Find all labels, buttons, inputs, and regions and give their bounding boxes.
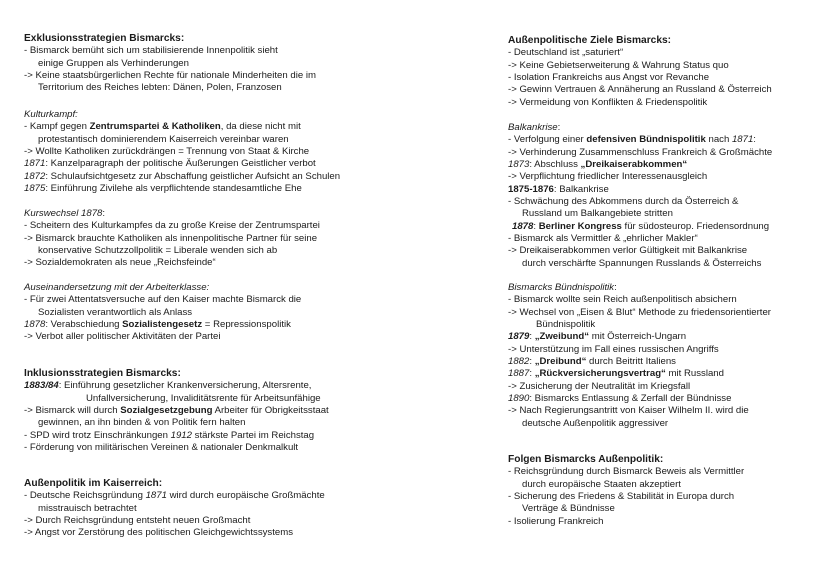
text-line: [24, 405, 404, 417]
text-run: :: [753, 134, 756, 146]
text-line: Unfallversicherung, Invaliditätsrente für Arbeitsunfähige: [86, 392, 321, 404]
text-line: -> Angst vor Zerstörung des politischen Gleichgewichtssystems: [24, 527, 294, 539]
text-run: : Kanzelparagraph der politische Äußerungen Geistlicher verbot: [45, 158, 316, 170]
text-line: einige Gruppen als Verhinderungen: [38, 57, 189, 69]
section-aussenpolitische-ziele: [508, 35, 824, 109]
year: 1871: [731, 134, 754, 146]
text-line: - Bismarck bemüht sich um stabilisierende Innenpolitik sieht: [24, 45, 278, 57]
text-run: : Balkankrise: [553, 183, 609, 195]
text-line: -> Durch Reichsgründung entsteht neuen Großmacht: [24, 515, 251, 527]
text-run: :: [529, 368, 535, 380]
bold-term: „Zweibund“: [534, 331, 590, 343]
text-line: -> Vermeidung von Konflikten & Friedenspolitik: [508, 96, 708, 108]
year: 1879: [508, 331, 530, 343]
text-line: [24, 158, 404, 170]
text-line: [24, 380, 404, 392]
year: 1871: [145, 490, 167, 502]
section-folgen: [508, 454, 824, 528]
text-run: : Einführung Zivilehe als verpflichtende standesamtliche Ehe: [45, 183, 302, 195]
bold-term: „Rückversicherungsvertrag“: [534, 368, 666, 380]
text-line: -> Nach Regierungsantritt von Kaiser Wilhelm II. wird die: [508, 405, 749, 417]
text-line: -> Gewinn Vertrauen & Annäherung an Russland & Österreich: [508, 84, 772, 96]
section-exklusionsstrategien: [24, 33, 404, 95]
text-line: Bündnispolitik: [536, 319, 596, 331]
year: 1878: [24, 319, 46, 331]
text-line: -> Verhinderung Zusammenschluss Frankreich & Großmächte: [508, 146, 773, 158]
text-line: Verträge & Bündnisse: [522, 503, 615, 515]
text-run: durch Beitritt Italiens: [586, 356, 676, 368]
section-heading: [24, 208, 404, 220]
text-run: :: [529, 331, 535, 343]
text-line: [24, 121, 404, 133]
text-run: wird durch europäische Großmächte: [166, 490, 325, 502]
text-line: [508, 393, 824, 405]
section-heading: Außenpolitische Ziele Bismarcks:: [508, 35, 672, 46]
text-line: deutsche Außenpolitik aggressiver: [522, 417, 669, 429]
text-line: - Isolierung Frankreich: [508, 515, 604, 527]
section-heading: Außenpolitik im Kaiserreich:: [24, 478, 163, 489]
text-run: -> Bismarck will durch: [24, 405, 121, 417]
heading-text: Balkankrise: [508, 122, 558, 133]
text-run: : Schulaufsichtgesetz zur Abschaffung geistlicher Aufsicht an Schulen: [45, 170, 341, 182]
text-line: durch verschärfte Spannungen Russlands & Österreichs: [522, 257, 762, 269]
bold-term: Sozialgesetzgebung: [120, 405, 213, 417]
text-line: - Bismarck wollte sein Reich außenpolitisch absichern: [508, 294, 737, 306]
text-run: nach: [705, 134, 732, 146]
text-line: konservative Schutzzollpolitik = Liberale wenden sich ab: [38, 245, 278, 257]
year: 1890: [508, 393, 530, 405]
bold-term: „Dreikaiserabkommen“: [580, 159, 688, 171]
text-run: mit Russland: [665, 368, 724, 380]
section-arbeiterklasse: [24, 282, 404, 344]
section-heading: Inklusionsstrategien Bismarcks:: [24, 368, 181, 379]
section-heading: Exklusionsstrategien Bismarcks:: [24, 33, 185, 44]
heading-colon: :: [557, 122, 561, 133]
text-line: -> Sozialdemokraten als neue „Reichsfeinde“: [24, 257, 216, 269]
section-heading: Folgen Bismarcks Außenpolitik:: [508, 454, 664, 465]
text-line: -> Dreikaiserabkommen verlor Gültigkeit mit Balkankrise: [508, 245, 748, 257]
section-heading: Auseinandersetzung mit der Arbeiterklasse:: [24, 282, 210, 293]
text-line: - Deutschland ist „saturiert“: [508, 47, 624, 59]
text-run: - Kampf gegen: [24, 121, 90, 133]
section-kurswechsel: [24, 208, 404, 270]
text-line: -> Wechsel von „Eisen & Blut“ Methode zu friedensorientierter: [508, 306, 771, 318]
section-balkankrise: [508, 122, 824, 270]
text-line: -> Keine staatsbürgerlichen Rechte für nationale Minderheiten die im: [24, 70, 316, 82]
text-run: - Verfolgung einer: [508, 134, 587, 146]
text-run: : Abschluss: [529, 159, 581, 171]
text-line: [508, 356, 824, 368]
text-line: - Sicherung des Friedens & Stabilität in Europa durch: [508, 491, 735, 503]
text-line: [24, 183, 404, 195]
text-line: -> Verpflichtung friedlicher Interessenausgleich: [508, 171, 708, 183]
section-heading: Kulturkampf:: [24, 109, 78, 120]
text-line: [508, 368, 824, 380]
section-heading: [508, 122, 824, 134]
text-line: - Förderung von militärischen Vereinen & nationaler Denkmalkult: [24, 442, 299, 454]
section-buendnispolitik: [508, 282, 824, 430]
text-run: : Einführung gesetzlicher Krankenversicherung, Altersrente,: [58, 380, 312, 392]
text-run: :: [529, 356, 535, 368]
year: 1875: [24, 183, 46, 195]
heading-colon: :: [614, 282, 617, 293]
bold-term: defensiven Bündnispolitik: [586, 134, 706, 146]
text-line: -> Verbot aller politischer Aktivitäten der Partei: [24, 331, 221, 343]
text-line: durch europäische Staaten akzeptiert: [522, 478, 681, 490]
text-line: -> Bismarck brauchte Katholiken als innenpolitische Partner für seine: [24, 232, 318, 244]
text-line: [508, 184, 824, 196]
year: 1872: [24, 170, 46, 182]
text-run: :: [533, 220, 539, 232]
text-line: Russland um Balkangebiete stritten: [522, 208, 673, 220]
text-line: [508, 134, 824, 146]
year: 1883/84: [24, 380, 59, 392]
text-run: mit Österreich-Ungarn: [589, 331, 687, 343]
text-line: - Scheitern des Kulturkampfes da zu große Kreise der Zentrumspartei: [24, 220, 320, 232]
text-run: - SPD wird trotz Einschränkungen: [24, 429, 171, 441]
text-run: Arbeiter für Obrigkeitsstaat: [212, 405, 329, 417]
text-run: stärkste Partei im Reichstag: [191, 429, 315, 441]
text-line: [508, 331, 824, 343]
text-line: - Bismarck als Vermittler & „ehrlicher Makler“: [508, 233, 698, 245]
text-line: Sozialisten verantwortlich als Anlass: [38, 306, 193, 318]
section-aussenpolitik-kaiserreich: [24, 478, 404, 540]
heading-text: Kurswechsel 1878: [24, 208, 103, 219]
text-line: [24, 430, 404, 442]
bold-term: Zentrumspartei & Katholiken: [89, 121, 221, 133]
year: 1882: [508, 356, 530, 368]
text-line: -> Unterstützung im Fall eines russischen Angriffs: [508, 343, 719, 355]
text-run: = Repressionspolitik: [202, 319, 291, 331]
text-line: [24, 490, 404, 502]
year: 1912: [170, 429, 192, 441]
section-inklusionsstrategien: [24, 368, 404, 454]
text-line: Territorium des Reiches lebten: Dänen, Polen, Franzosen: [38, 82, 282, 94]
year: 1875-1876: [508, 183, 554, 195]
text-line: - Reichsgründung durch Bismarck Beweis als Vermittler: [508, 466, 745, 478]
section-heading: [508, 282, 824, 294]
text-line: -> Zusicherung der Neutralität im Kriegsfall: [508, 380, 691, 392]
text-line: [24, 171, 404, 183]
text-run: , da diese nicht mit: [220, 121, 301, 133]
text-line: -> Wollte Katholiken zurückdrängen = Trennung von Staat & Kirche: [24, 146, 310, 158]
year: 1871: [24, 158, 46, 170]
text-line: - Für zwei Attentatsversuche auf den Kaiser machte Bismarck die: [24, 294, 302, 306]
text-run: : Bismarcks Entlassung & Zerfall der Bündnisse: [529, 393, 732, 405]
section-kulturkampf: [24, 109, 404, 195]
text-line: misstrauisch betrachtet: [38, 502, 137, 514]
bold-term: „Dreibund“: [534, 356, 587, 368]
bold-term: Sozialistengesetz: [122, 319, 203, 331]
text-run: für südosteurop. Friedensordnung: [621, 220, 770, 232]
text-line: - Isolation Frankreichs aus Angst vor Revanche: [508, 72, 710, 84]
text-run: - Deutsche Reichsgründung: [24, 490, 146, 502]
year: 1887: [508, 368, 530, 380]
text-line: [24, 319, 404, 331]
year: 1873: [508, 159, 530, 171]
text-line: [508, 221, 824, 233]
text-line: gewinnen, an ihn binden & von Politik fern halten: [38, 417, 246, 429]
heading-text: Bismarcks Bündnispolitik: [508, 282, 615, 293]
bold-term: Berliner Kongress: [538, 220, 622, 232]
text-line: -> Keine Gebietserweiterung & Wahrung Status quo: [508, 59, 729, 71]
heading-colon: :: [102, 208, 106, 219]
text-line: protestantisch dominierendem Kaiserreich vereinbar waren: [38, 133, 289, 145]
text-line: - Schwächung des Abkommens durch da Österreich &: [508, 196, 739, 208]
text-run: : Verabschiedung: [45, 319, 123, 331]
text-line: [508, 159, 824, 171]
year: 1878: [512, 220, 534, 232]
